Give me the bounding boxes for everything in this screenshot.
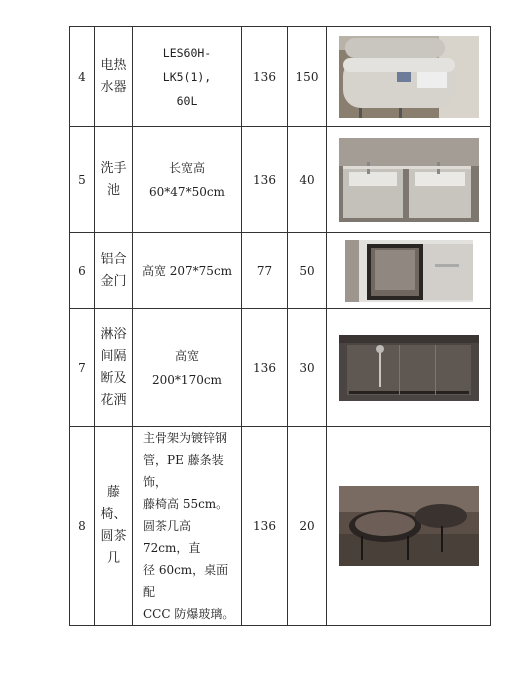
row-number: 8	[70, 427, 95, 626]
quantity-a: 136	[242, 27, 288, 127]
table-row	[70, 309, 491, 427]
item-spec: 主骨架为镀锌钢 管，PE 藤条装饰， 藤椅高 55cm。 圆茶几高 72cm，直 径 60cm，桌面配 CCC 防爆玻璃。	[133, 427, 242, 626]
item-name: 淋浴 间隔 断及 花洒	[95, 309, 133, 427]
item-name: 铝合 金门	[95, 233, 133, 309]
item-name: 洗手 池	[95, 127, 133, 233]
quantity-b: 30	[288, 309, 327, 427]
photo-cell	[327, 427, 491, 626]
photo-cell	[327, 27, 491, 127]
row-number: 7	[70, 309, 95, 427]
aluminum-door-photo	[345, 240, 473, 302]
item-name: 电热 水器	[95, 27, 133, 127]
quantity-b: 150	[288, 27, 327, 127]
table-row	[70, 127, 491, 233]
quantity-a: 136	[242, 309, 288, 427]
photo-cell	[327, 309, 491, 427]
row-number: 5	[70, 127, 95, 233]
item-name: 藤 椅、 圆茶 几	[95, 427, 133, 626]
shower-partition-photo	[339, 335, 479, 401]
item-spec: 长宽高 60*47*50cm	[133, 127, 242, 233]
table-row	[70, 427, 491, 626]
water-heater-photo	[339, 36, 479, 118]
row-number: 6	[70, 233, 95, 309]
photo-cell	[327, 233, 491, 309]
item-spec: LES60H-LK5(1), 60L	[133, 27, 242, 127]
specification-table	[69, 26, 491, 626]
wash-basin-photo	[339, 138, 479, 222]
quantity-b: 40	[288, 127, 327, 233]
table-row	[70, 233, 491, 309]
quantity-a: 136	[242, 427, 288, 626]
table-row	[70, 27, 491, 127]
quantity-a: 136	[242, 127, 288, 233]
item-spec: 高宽 200*170cm	[133, 309, 242, 427]
quantity-a: 77	[242, 233, 288, 309]
rattan-chair-table-photo	[339, 486, 479, 566]
quantity-b: 20	[288, 427, 327, 626]
photo-cell	[327, 127, 491, 233]
quantity-b: 50	[288, 233, 327, 309]
row-number: 4	[70, 27, 95, 127]
item-spec: 高宽 207*75cm	[133, 233, 242, 309]
